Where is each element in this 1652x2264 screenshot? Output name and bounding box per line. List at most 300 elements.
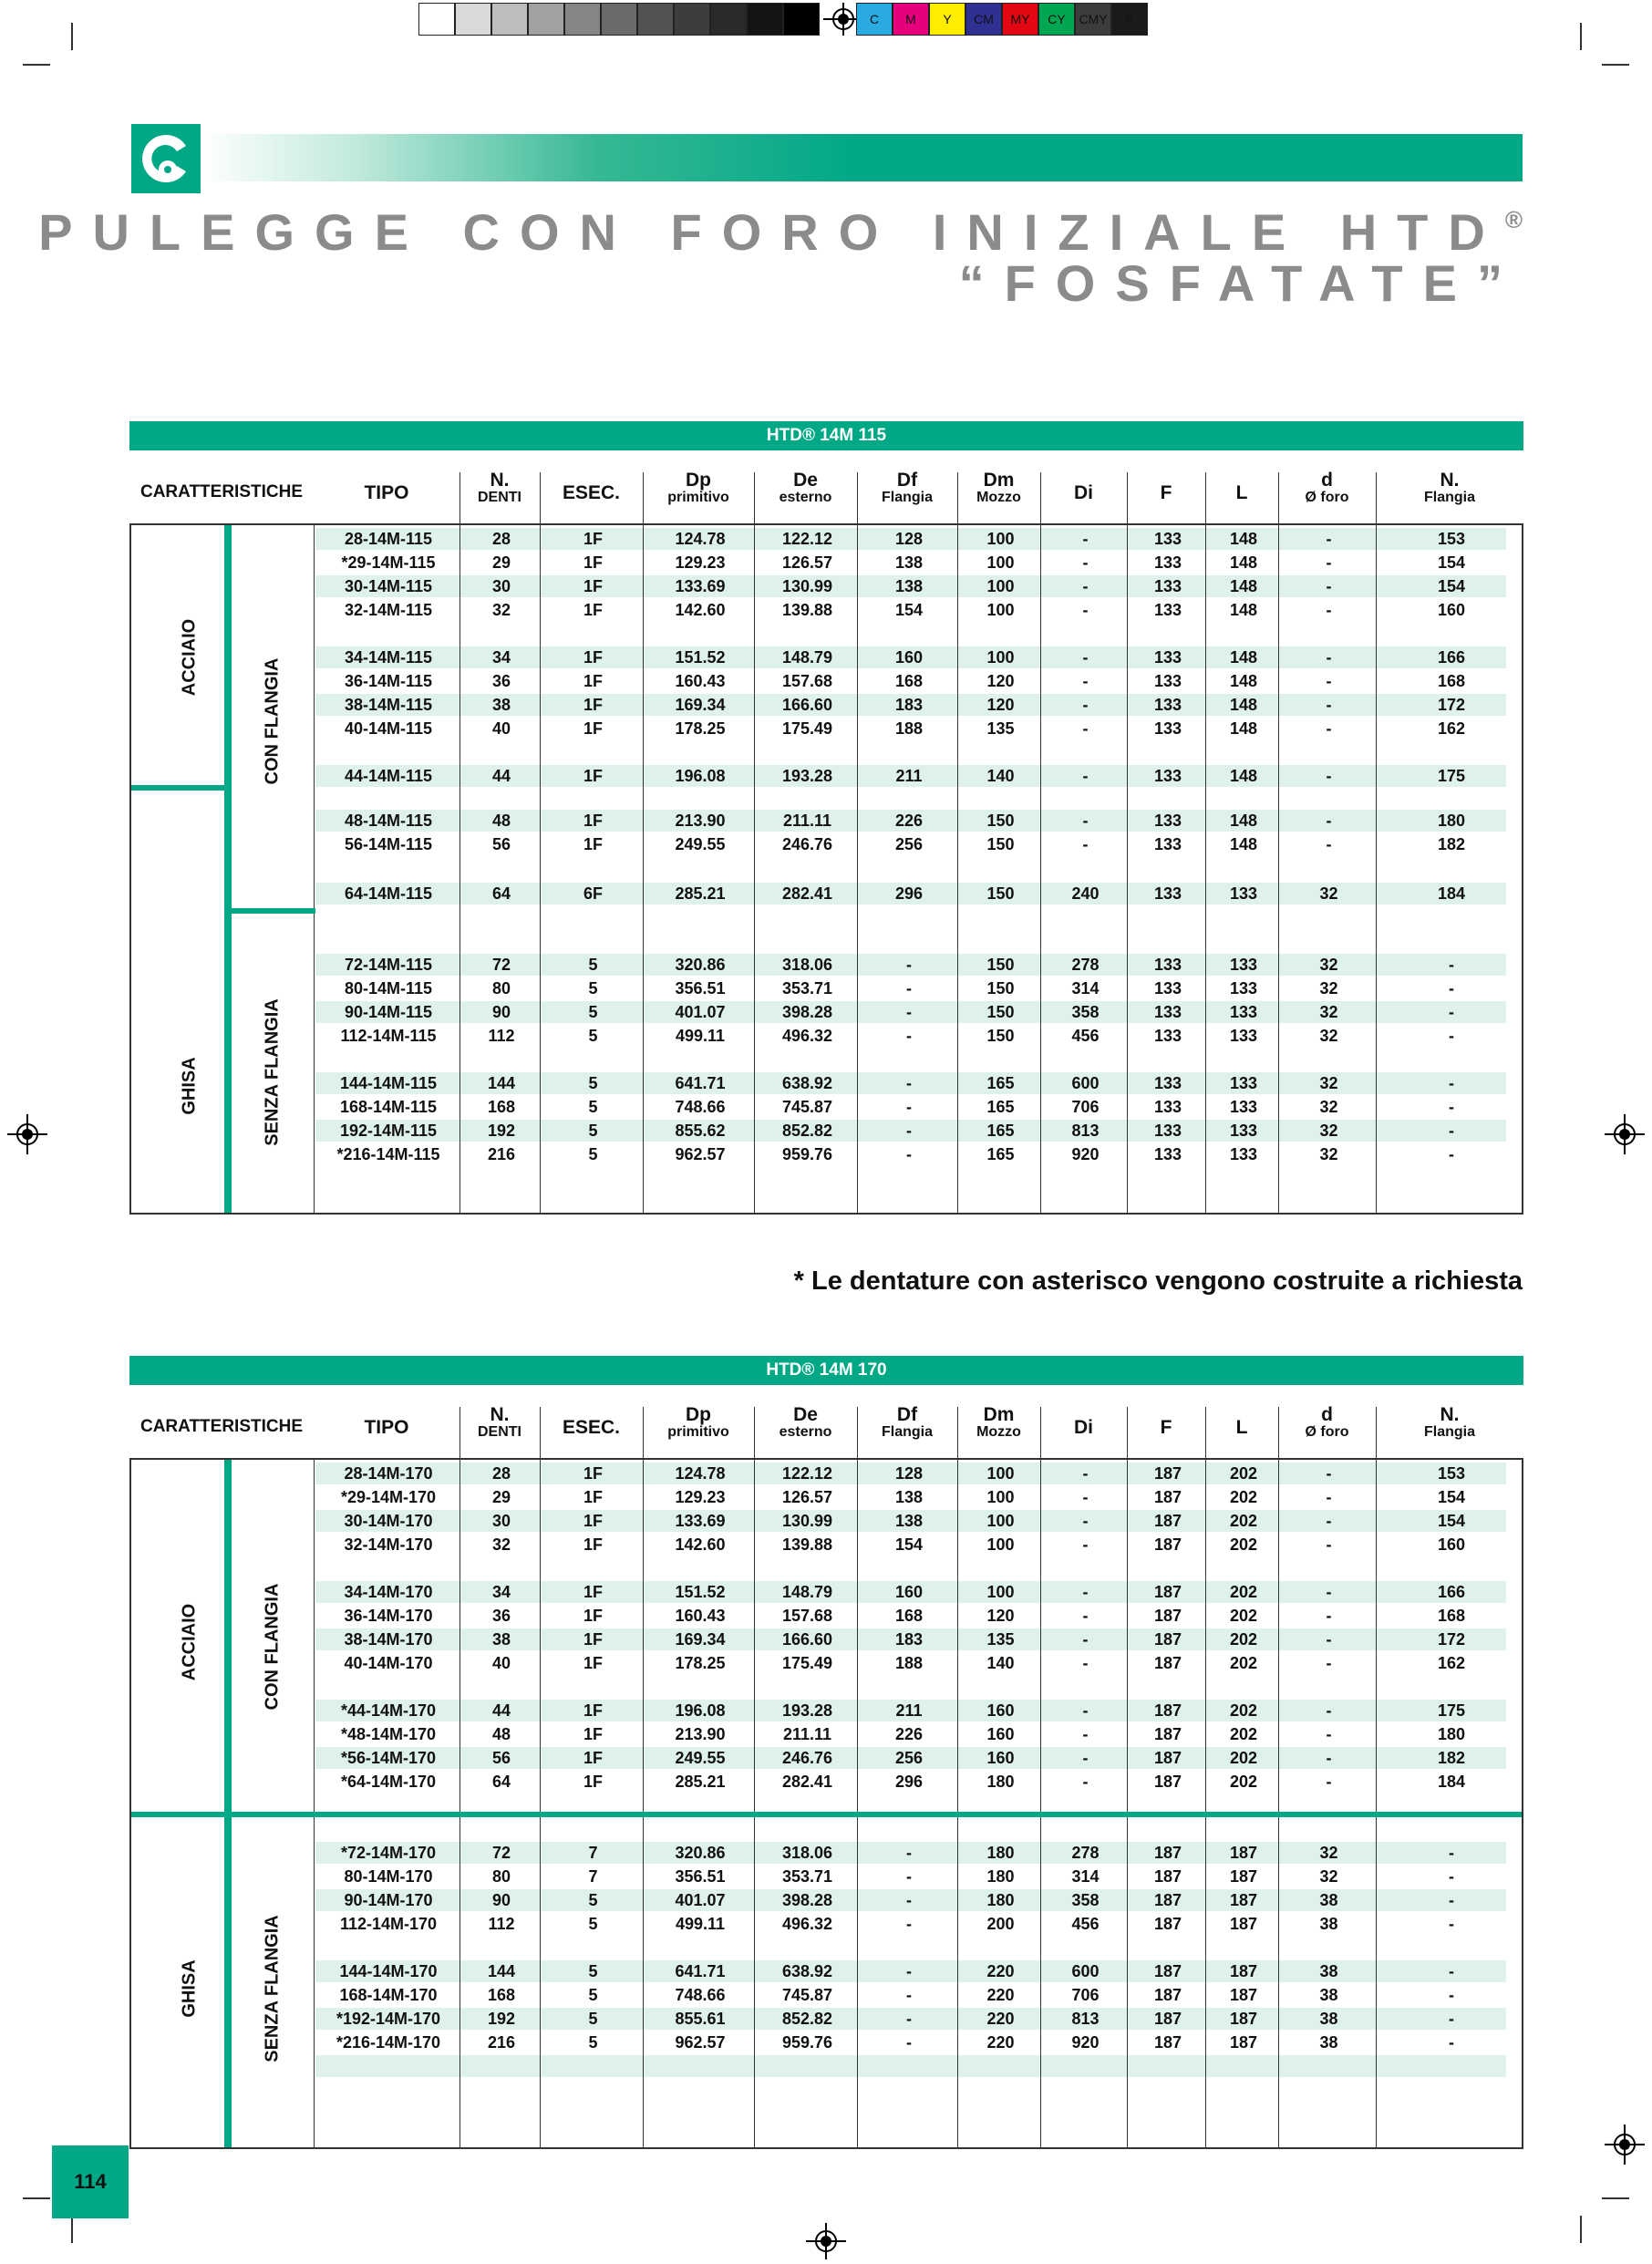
table-cell: -	[906, 1962, 912, 1980]
column-divider	[314, 525, 315, 1213]
table-cell: 64-14M-115	[344, 884, 433, 903]
table-cell: 165	[986, 1074, 1015, 1092]
column-header	[1040, 1418, 1127, 1438]
table-cell: 356.51	[675, 979, 726, 998]
table-cell: -	[906, 1074, 912, 1092]
table-cell: -	[1082, 1464, 1089, 1483]
header-divider	[1376, 1407, 1377, 1463]
table-cell: 1F	[583, 1464, 603, 1483]
column-header-sub: primitivo	[667, 1424, 729, 1441]
table-cell: 401.07	[675, 1891, 726, 1909]
table-cell: -	[1326, 577, 1332, 595]
table-cell: 168	[894, 1607, 924, 1625]
table-cell: 138	[894, 1488, 924, 1506]
column-divider	[857, 1460, 858, 2147]
table-cell: 1F	[583, 577, 603, 595]
table-cell: 133	[1229, 1098, 1258, 1116]
table-cell: 157.68	[781, 672, 833, 690]
table-cell: 64	[491, 1773, 511, 1791]
table-cell: 133	[1229, 1027, 1258, 1045]
table-cell: 32	[1319, 1098, 1338, 1116]
column-header	[643, 1405, 754, 1441]
column-divider	[957, 1460, 958, 2147]
table-cell: 211.11	[782, 812, 832, 830]
column-divider	[1205, 525, 1206, 1213]
header-divider	[1205, 472, 1206, 529]
table-cell: -	[1082, 1607, 1089, 1625]
table-cell: 32	[1319, 1122, 1338, 1140]
table-row	[315, 977, 1506, 999]
table-cell: 144	[487, 1074, 516, 1092]
table-cell: 112-14M-170	[339, 1915, 438, 1933]
table-cell: 7	[588, 1844, 598, 1862]
table-cell: 1F	[583, 835, 603, 853]
table-row	[315, 1747, 1506, 1769]
table-cell: 90-14M-115	[344, 1003, 433, 1021]
table-cell: 456	[1071, 1027, 1100, 1045]
table-row	[315, 2031, 1506, 2053]
table-cell: 133	[1153, 956, 1182, 974]
table-cell: 168-14M-170	[339, 1986, 438, 2004]
table-cell: 1F	[583, 601, 603, 619]
table-cell: -	[1082, 1654, 1089, 1672]
table-row	[315, 575, 1506, 597]
table-cell: 148	[1229, 812, 1258, 830]
table-cell: 5	[588, 1145, 598, 1163]
table-cell: 187	[1153, 1867, 1182, 1886]
table-row	[315, 1143, 1506, 1165]
process-color-swatch: CM	[965, 3, 1002, 36]
column-header-label: L	[1235, 482, 1248, 503]
table-title: HTD® 14M 115	[129, 421, 1523, 450]
table-cell: *44-14M-170	[340, 1701, 437, 1720]
table-cell: 120	[986, 1607, 1015, 1625]
table-cell: -	[1449, 1844, 1454, 1862]
table-cell: -	[1449, 1891, 1454, 1909]
table-cell: 38	[1319, 1962, 1338, 1980]
table-cell: 813	[1071, 1122, 1100, 1140]
registration-target-icon	[1605, 2124, 1645, 2169]
table-cell: -	[1449, 1027, 1454, 1045]
table-cell: 184	[1437, 884, 1466, 903]
table-cell: 180	[986, 1773, 1015, 1791]
table-cell: 1F	[583, 1701, 603, 1720]
table-cell: 90-14M-170	[344, 1891, 433, 1909]
table-cell: 148.79	[781, 1583, 833, 1601]
header-divider	[1040, 472, 1041, 529]
table-cell: 160.43	[675, 1607, 726, 1625]
table-cell: 157.68	[781, 1607, 833, 1625]
table-cell: 187	[1229, 2010, 1258, 2028]
table-cell: 175.49	[781, 1654, 833, 1672]
table-cell: 5	[588, 2033, 598, 2052]
table-cell: -	[1082, 530, 1089, 548]
table-cell: 202	[1229, 1535, 1258, 1554]
column-header-sub: Mozzo	[976, 490, 1021, 506]
table-cell: 187	[1153, 1773, 1182, 1791]
table-cell: -	[1326, 1654, 1332, 1672]
table-header	[129, 1401, 1523, 1463]
table-cell: 175	[1437, 767, 1466, 785]
table-cell: 100	[986, 530, 1015, 548]
table-row	[315, 2008, 1506, 2030]
table-cell: -	[1449, 1145, 1454, 1163]
table-cell: 38	[1319, 2033, 1338, 2052]
table-cell: -	[1449, 1986, 1454, 2004]
table-cell: 30-14M-170	[344, 1512, 433, 1530]
column-header-label: Dp	[686, 470, 711, 491]
table-cell: -	[1449, 1122, 1454, 1140]
table-cell: *216-14M-170	[336, 2033, 441, 2052]
process-color-swatch: C	[856, 3, 893, 36]
table-cell: 920	[1071, 2033, 1100, 2052]
table-cell: 202	[1229, 1488, 1258, 1506]
crop-mark	[1602, 2197, 1629, 2199]
material-divider	[131, 1812, 1522, 1817]
table-cell: -	[1082, 812, 1089, 830]
table-cell: -	[1082, 1630, 1089, 1649]
column-header	[1376, 1405, 1523, 1441]
column-header-label: De	[793, 470, 818, 491]
table-cell: 5	[588, 956, 598, 974]
column-header	[1040, 483, 1127, 503]
table-cell: 140	[986, 767, 1015, 785]
gray-step	[455, 3, 491, 36]
table-cell: 202	[1229, 1701, 1258, 1720]
column-divider	[857, 525, 858, 1213]
table-row	[315, 1510, 1506, 1532]
table-cell: 142.60	[675, 601, 726, 619]
table-cell: *64-14M-170	[340, 1773, 437, 1791]
table-row	[315, 954, 1506, 976]
table-cell: 220	[986, 2010, 1015, 2028]
table-cell: 160	[894, 648, 924, 667]
table-cell: 133	[1229, 979, 1258, 998]
table-cell: 162	[1437, 719, 1466, 738]
table-cell: 138	[894, 553, 924, 572]
table-cell: 282.41	[781, 884, 833, 903]
table-cell: 148	[1229, 648, 1258, 667]
table-cell: 180	[1437, 1725, 1466, 1743]
table-row	[315, 1866, 1506, 1887]
table-cell: 187	[1153, 1962, 1182, 1980]
table-cell: 5	[588, 2010, 598, 2028]
registration-target-icon	[1605, 1114, 1645, 1159]
table-cell: 5	[588, 1027, 598, 1045]
table-cell: 202	[1229, 1654, 1258, 1672]
table-cell: 112	[488, 1915, 515, 1933]
header-divider	[754, 1407, 755, 1463]
column-divider	[643, 525, 644, 1213]
table-cell: -	[1326, 1583, 1332, 1601]
table-cell: 1F	[583, 1773, 603, 1791]
table-cell: -	[1326, 1749, 1332, 1767]
table-cell: 213.90	[675, 812, 726, 830]
table-cell: 226	[894, 1725, 924, 1743]
table-cell: -	[1449, 1915, 1454, 1933]
table-cell: -	[1326, 696, 1332, 714]
table-row	[315, 718, 1506, 739]
table-cell: 100	[986, 553, 1015, 572]
table-cell: -	[1082, 1725, 1089, 1743]
table-cell: 120	[986, 672, 1015, 690]
table-cell: 36	[491, 672, 511, 690]
table-row	[315, 1723, 1506, 1745]
table-cell: 154	[1437, 1512, 1466, 1530]
material-divider	[131, 785, 224, 791]
crop-mark	[23, 2197, 50, 2199]
table-cell: 202	[1229, 1464, 1258, 1483]
table-cell: 401.07	[675, 1003, 726, 1021]
table-cell: 133	[1229, 1074, 1258, 1092]
column-header	[957, 470, 1040, 506]
process-color-swatch: MY	[1002, 3, 1038, 36]
column-header-sub: Mozzo	[976, 1424, 1021, 1441]
table-cell: 144-14M-115	[339, 1074, 438, 1092]
header-divider	[540, 472, 541, 529]
table-cell: 34-14M-170	[344, 1583, 433, 1601]
column-header-sub: Ø foro	[1305, 1424, 1349, 1441]
table-cell: -	[906, 956, 912, 974]
table-cell: -	[906, 1986, 912, 2004]
table-cell: 1F	[583, 719, 603, 738]
table-body	[129, 523, 1523, 1215]
column-header	[314, 483, 459, 503]
table-cell: 196.08	[675, 767, 726, 785]
table-cell: 100	[986, 1488, 1015, 1506]
table-cell: 1F	[583, 648, 603, 667]
table-row	[315, 765, 1506, 787]
table-cell: 187	[1229, 1844, 1258, 1862]
process-color-swatch: K	[1111, 3, 1148, 36]
table-cell: 187	[1153, 1654, 1182, 1672]
table-cell: 32	[491, 1535, 511, 1554]
table-cell: 133.69	[675, 577, 726, 595]
table-cell: -	[1082, 672, 1089, 690]
column-header-sub: DENTI	[478, 1424, 521, 1441]
table-row	[315, 1605, 1506, 1627]
table-cell: 32	[1319, 956, 1338, 974]
table-cell: 706	[1071, 1098, 1100, 1116]
table-cell: 256	[894, 1749, 924, 1767]
table-cell: 187	[1229, 1962, 1258, 1980]
table-cell: 44-14M-115	[344, 767, 433, 785]
column-header	[540, 1418, 643, 1438]
table-cell: 168	[1437, 1607, 1466, 1625]
table-cell: 220	[986, 1986, 1015, 2004]
table-cell: 187	[1153, 1488, 1182, 1506]
table-cell: 148	[1229, 530, 1258, 548]
table-row	[315, 646, 1506, 668]
table-row	[315, 1120, 1506, 1142]
table-cell: 318.06	[781, 956, 833, 974]
column-divider	[1040, 1460, 1041, 2147]
table-cell: *216-14M-115	[336, 1145, 440, 1163]
table-cell: -	[1326, 1464, 1332, 1483]
table-cell: *29-14M-170	[340, 1488, 437, 1506]
table-cell: 187	[1229, 1986, 1258, 2004]
table-cell: 148.79	[781, 648, 833, 667]
table-cell: -	[1326, 553, 1332, 572]
table-cell: 133	[1153, 1145, 1182, 1163]
table-cell: 38-14M-115	[344, 696, 433, 714]
table-cell: 499.11	[675, 1027, 726, 1045]
table-cell: 5	[588, 1962, 598, 1980]
table-cell: 165	[986, 1145, 1015, 1163]
gray-step	[783, 3, 820, 36]
table-cell: 959.76	[781, 2033, 833, 2052]
header-divider	[1040, 1407, 1041, 1463]
table-row	[315, 1984, 1506, 2006]
table-cell: 36-14M-115	[344, 672, 433, 690]
table-cell: 56-14M-115	[344, 835, 433, 853]
table-cell: 151.52	[675, 648, 726, 667]
column-header-sub: Flangia	[1423, 490, 1475, 506]
table-cell: 100	[986, 1583, 1015, 1601]
table-cell: 193.28	[781, 1701, 833, 1720]
table-cell: 320.86	[675, 1844, 726, 1862]
table-cell: 133	[1153, 553, 1182, 572]
header-divider	[1127, 472, 1128, 529]
table-cell: -	[1082, 835, 1089, 853]
crop-mark	[1580, 23, 1582, 50]
table-cell: 496.32	[781, 1915, 833, 1933]
table-cell: -	[1082, 1701, 1089, 1720]
table-cell: 133	[1229, 956, 1258, 974]
table-cell: -	[1449, 1867, 1454, 1886]
table-row	[315, 1889, 1506, 1911]
table-cell: 249.55	[675, 835, 726, 853]
table-cell: 1F	[583, 812, 603, 830]
table-cell: -	[1326, 1701, 1332, 1720]
table-cell: 135	[986, 719, 1015, 738]
header-divider	[459, 1407, 460, 1463]
header-divider	[1127, 1407, 1128, 1463]
group-divider-horizontal	[224, 908, 315, 914]
table-cell: 178.25	[675, 1654, 726, 1672]
gray-scale-steps	[418, 3, 820, 36]
table-cell: 638.92	[781, 1074, 833, 1092]
table-cell: 138	[894, 1512, 924, 1530]
table-cell: -	[906, 1867, 912, 1886]
table-row	[315, 1534, 1506, 1556]
column-header	[1376, 470, 1523, 506]
process-color-swatch: Y	[929, 3, 965, 36]
column-divider	[540, 525, 541, 1213]
column-header-label: CARATTERISTICHE	[139, 1417, 304, 1436]
column-divider	[1205, 1460, 1206, 2147]
table-cell: 34-14M-115	[344, 648, 433, 667]
table-cell: 202	[1229, 1749, 1258, 1767]
table-cell: -	[906, 2010, 912, 2028]
table-cell: 30	[491, 1512, 511, 1530]
table-cell: 318.06	[781, 1844, 833, 1862]
column-divider	[459, 525, 460, 1213]
table-row	[315, 1771, 1506, 1793]
table-cell: 353.71	[781, 979, 833, 998]
table-cell: 7	[588, 1867, 598, 1886]
table-cell: 154	[1437, 553, 1466, 572]
crop-mark	[71, 23, 73, 50]
table-cell: 148	[1229, 553, 1258, 572]
table-title: HTD® 14M 170	[129, 1356, 1523, 1385]
table-cell: 706	[1071, 1986, 1100, 2004]
table-cell: 188	[894, 719, 924, 738]
table-cell: 129.23	[675, 1488, 726, 1506]
table-row	[315, 1025, 1506, 1047]
table-row	[315, 1001, 1506, 1023]
table-cell: 40	[491, 719, 511, 738]
table-cell: *29-14M-115	[341, 553, 436, 572]
table-cell: 246.76	[781, 835, 833, 853]
header-band	[201, 134, 1523, 181]
table-cell: 40-14M-115	[344, 719, 433, 738]
table-cell: *72-14M-170	[340, 1844, 437, 1862]
table-cell: 748.66	[675, 1986, 726, 2004]
table-cell: -	[906, 1915, 912, 1933]
process-color-strip	[856, 3, 1148, 36]
table-cell: 32	[1319, 1844, 1338, 1862]
table-cell: 249.55	[675, 1749, 726, 1767]
gray-step	[710, 3, 747, 36]
table-cell: 133	[1153, 530, 1182, 548]
table-cell: 855.61	[675, 2010, 726, 2028]
table-cell: -	[1449, 1074, 1454, 1092]
column-header-label: ESEC.	[562, 1417, 621, 1438]
table-cell: 32	[1319, 1145, 1338, 1163]
table-cell: -	[1449, 1098, 1454, 1116]
flange-group-label: CON FLANGIA	[262, 657, 283, 785]
column-header	[857, 1405, 957, 1441]
table-cell: 28-14M-170	[344, 1464, 433, 1483]
table-cell: -	[1449, 2033, 1454, 2052]
column-header-sub: primitivo	[667, 490, 729, 506]
table-cell: 600	[1071, 1962, 1100, 1980]
column-header-sub: esterno	[779, 490, 832, 506]
page-title-line2: “FOSFATATE”	[958, 254, 1523, 312]
table-row	[315, 1581, 1506, 1603]
table-cell: 216	[487, 1145, 516, 1163]
table-cell: 1F	[583, 553, 603, 572]
table-cell: 187	[1153, 1749, 1182, 1767]
table-cell: 852.82	[781, 2010, 833, 2028]
page-title-line1: PULEGGE CON FORO INIZIALE HTD®	[38, 203, 1523, 261]
print-registration-strip	[418, 3, 867, 36]
table-cell: 28	[491, 1464, 511, 1483]
table-cell: 240	[1071, 884, 1100, 903]
table-cell: 48	[491, 812, 511, 830]
table-cell: -	[906, 1003, 912, 1021]
table-cell: 187	[1153, 2033, 1182, 2052]
table-cell: 29	[491, 1488, 511, 1506]
table-cell: 282.41	[781, 1773, 833, 1791]
table-cell: *56-14M-170	[340, 1749, 437, 1767]
table-cell: -	[1326, 1773, 1332, 1791]
table-row	[315, 552, 1506, 574]
table-cell: 56	[491, 835, 511, 853]
table-cell: 30-14M-115	[344, 577, 433, 595]
table-cell: 5	[588, 1986, 598, 2004]
column-header-label: TIPO	[364, 482, 409, 503]
table-cell: 29	[491, 553, 511, 572]
table-cell: -	[906, 1122, 912, 1140]
table-cell: 80-14M-170	[344, 1867, 433, 1886]
table-cell: 278	[1071, 1844, 1100, 1862]
column-divider	[459, 1460, 460, 2147]
table-cell: -	[1449, 2010, 1454, 2028]
header-divider	[1278, 472, 1279, 529]
table-cell: 36	[491, 1607, 511, 1625]
